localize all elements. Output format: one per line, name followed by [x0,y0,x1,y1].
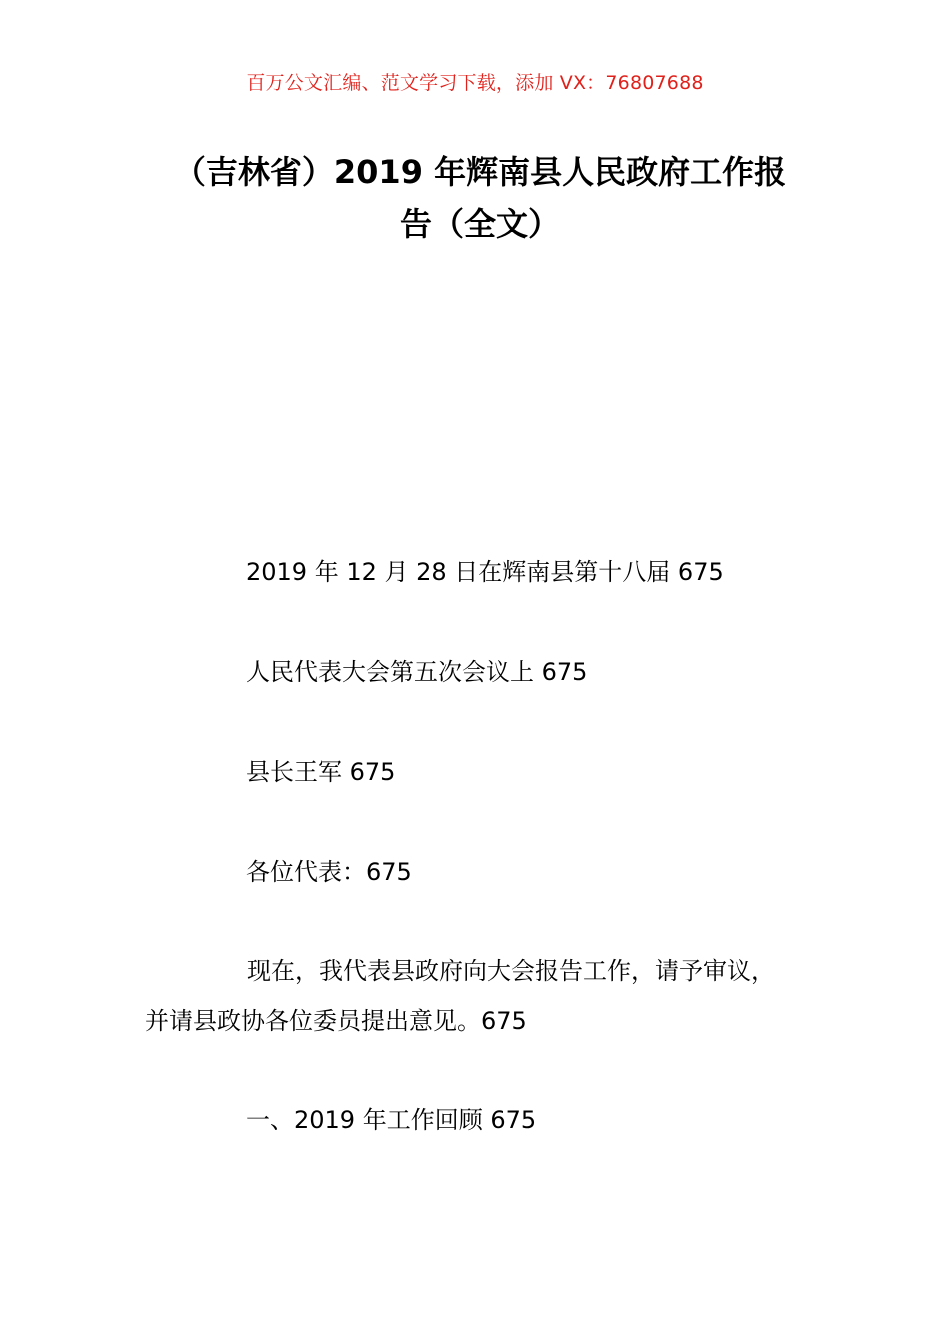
section-heading: 一、2019 年工作回顾 675 [246,1106,537,1134]
salutation-line: 各位代表：675 [246,858,412,886]
opening-paragraph [145,946,845,1046]
opening-paragraph-line-1: 现在，我代表县政府向大会报告工作，请予审议， [247,957,775,985]
title-line-2: 告（全文） [399,205,560,243]
document-title [150,146,810,250]
title-line-1: （吉林省）2019 年辉南县人民政府工作报 [173,153,787,191]
header-promo-note: 百万公文汇编、范文学习下载，添加 VX：76807688 [246,72,704,94]
meeting-name-line: 人民代表大会第五次会议上 675 [246,658,588,686]
speaker-line: 县长王军 675 [246,758,396,786]
opening-paragraph-line-2: 并请县政协各位委员提出意见。675 [145,1007,527,1035]
meeting-date-line: 2019 年 12 月 28 日在辉南县第十八届 675 [246,558,724,586]
